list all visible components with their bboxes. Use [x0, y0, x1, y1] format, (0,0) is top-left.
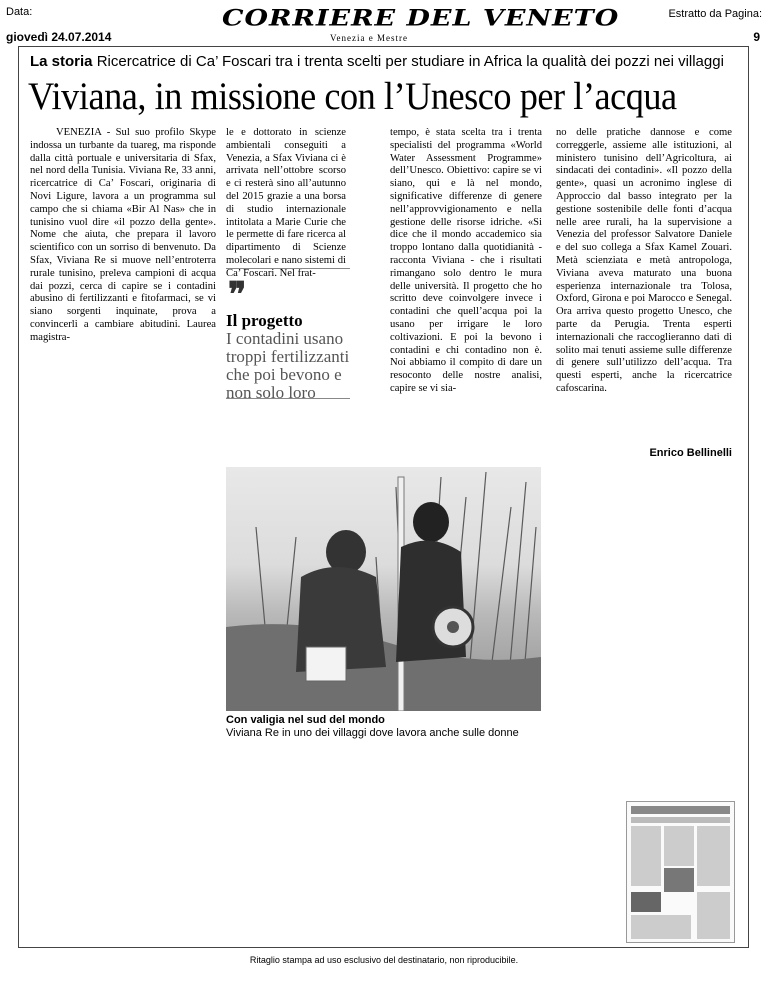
article-title: Viviana, in missione con l’Unesco per l’acqua: [28, 75, 677, 118]
page-thumbnail: [626, 801, 735, 943]
page-number: 9: [753, 30, 760, 44]
masthead-subtitle: Venezia e Mestre: [330, 33, 408, 43]
photo-caption-title: Con valigia nel sud del mondo: [226, 714, 385, 726]
article-column-1: VENEZIA - Sul suo profilo Skype indossa un turbante da tuareg, ma risponde dalla città portuale e universitaria di Sfax, nel nord della Tunisia. Viviana Re, 33 anni, ricercatrice di Ca’ Foscari, originaria di Novi Ligure, lavora a un programma sul campo che si chiama «Bir Al Nas» che in tunisino vuol dire «il pozzo della gente». Nome che aiuta, che prepara il lavoro scientifico con un sorriso di benvenuto. Da Sfax, Viviana Re si muove nell’entroterra rurale tunisino, preleva campioni di acqua dai pozzi, cerca di capire se i contadini abusino di fertilizzanti e fitofarmaci, se vi siano sorgenti inquinate, prova a convincerli a cambiare abitudini. Laurea magistra-: [30, 127, 216, 343]
footer-disclaimer: Ritaglio stampa ad uso esclusivo del destinatario, non riproducibile.: [249, 955, 519, 965]
article-column-4: no delle pratiche dannose e come correggerle, assieme alle istituzioni, al ministero tunisino dell’Agricoltura, ai sindacati dei contadini». «Il pozzo della gente», quasi un acronimo inglese di Approccio dal basso integrato per la gestione sostenibile delle fonti d’acqua nelle aree rurali, ha la supervisione a Venezia del professor Salvatore Daniele e del suo collega a Sfax Kamel Zouari. Metà scienziata e metà antropologa, Viviana aveva maturato una buona esperienza internazionale tra Tolosa, Oxford, Girona e poi Marocco e Senegal. Ora arriva questo progetto Unesco, che parte da Perugia. Trenta esperti internazionali che raccoglieranno dati di solito mai tenuti assieme sulle differenze di genere sull’utilizzo dell’acqua. Tra questi esperti, anche la ricercatrice cafoscarina.: [556, 127, 732, 394]
photo-illustration: [226, 467, 541, 711]
kicker-text: Ricercatrice di Ca’ Foscari tra i trenta scelti per studiare in Africa la qualità dei pozzi nei villaggi: [96, 53, 724, 70]
pullquote-text: I contadini usano troppi fertilizzanti che poi bevono e non solo loro: [226, 329, 350, 402]
article-byline: Enrico Bellinelli: [649, 447, 732, 459]
article-kicker: [30, 53, 724, 70]
extract-label: Estratto da Pagina:: [668, 8, 762, 20]
date-label: Data:: [6, 6, 33, 18]
publication-date: giovedì 24.07.2014: [6, 30, 112, 44]
page-thumbnail-illustration: [627, 802, 734, 942]
article-column-3: tempo, è stata scelta tra i trenta specialisti del programma «World Water Assessment Programme» dell’Unesco. Obiettivo: capire se vi siano, qui e là nel mondo, significative differenze di genere nell’approvvigionamento e nella gestione delle risorse idriche. «Si dice che il mondo accademico sia troppo lontano dalla quotidianità - racconta Viviana - che i risultati rimangano solo dentro le mura delle università. Il progetto che ho scritto deve coinvolgere invece i contadini che quell’acqua poi la usano per irrigare le loro coltivazioni. E poi la bevono i contadini e chi contadino non è. Noi abbiamo il compito di dare un resoconto delle nostre analisi, capire se vi sia-: [390, 127, 542, 394]
photo-caption-text: Viviana Re in uno dei villaggi dove lavora anche sulle donne: [226, 727, 519, 739]
quote-mark-icon: ❞: [228, 275, 247, 315]
newspaper-masthead: CORRIERE DEL VENETO: [222, 6, 620, 32]
pullquote-top-rule: [226, 268, 350, 269]
article-photo: [226, 467, 541, 711]
pullquote-bottom-rule: [226, 398, 350, 399]
article-column-2: le e dottorato in scienze ambientali conseguiti a Venezia, a Sfax Viviana ci è arrivata nell’ottobre scorso e ci resterà sino all’autunno del 2015 grazie a una borsa di studio internazionale intitolata a Marie Curie che le permette di fare ricerca al dipartimento di Scienze molecolari e nano sistemi di Ca’ Foscari. Nel frat-: [226, 127, 346, 279]
pullquote-title: Il progetto: [226, 311, 303, 330]
kicker-label: La storia: [30, 53, 93, 70]
